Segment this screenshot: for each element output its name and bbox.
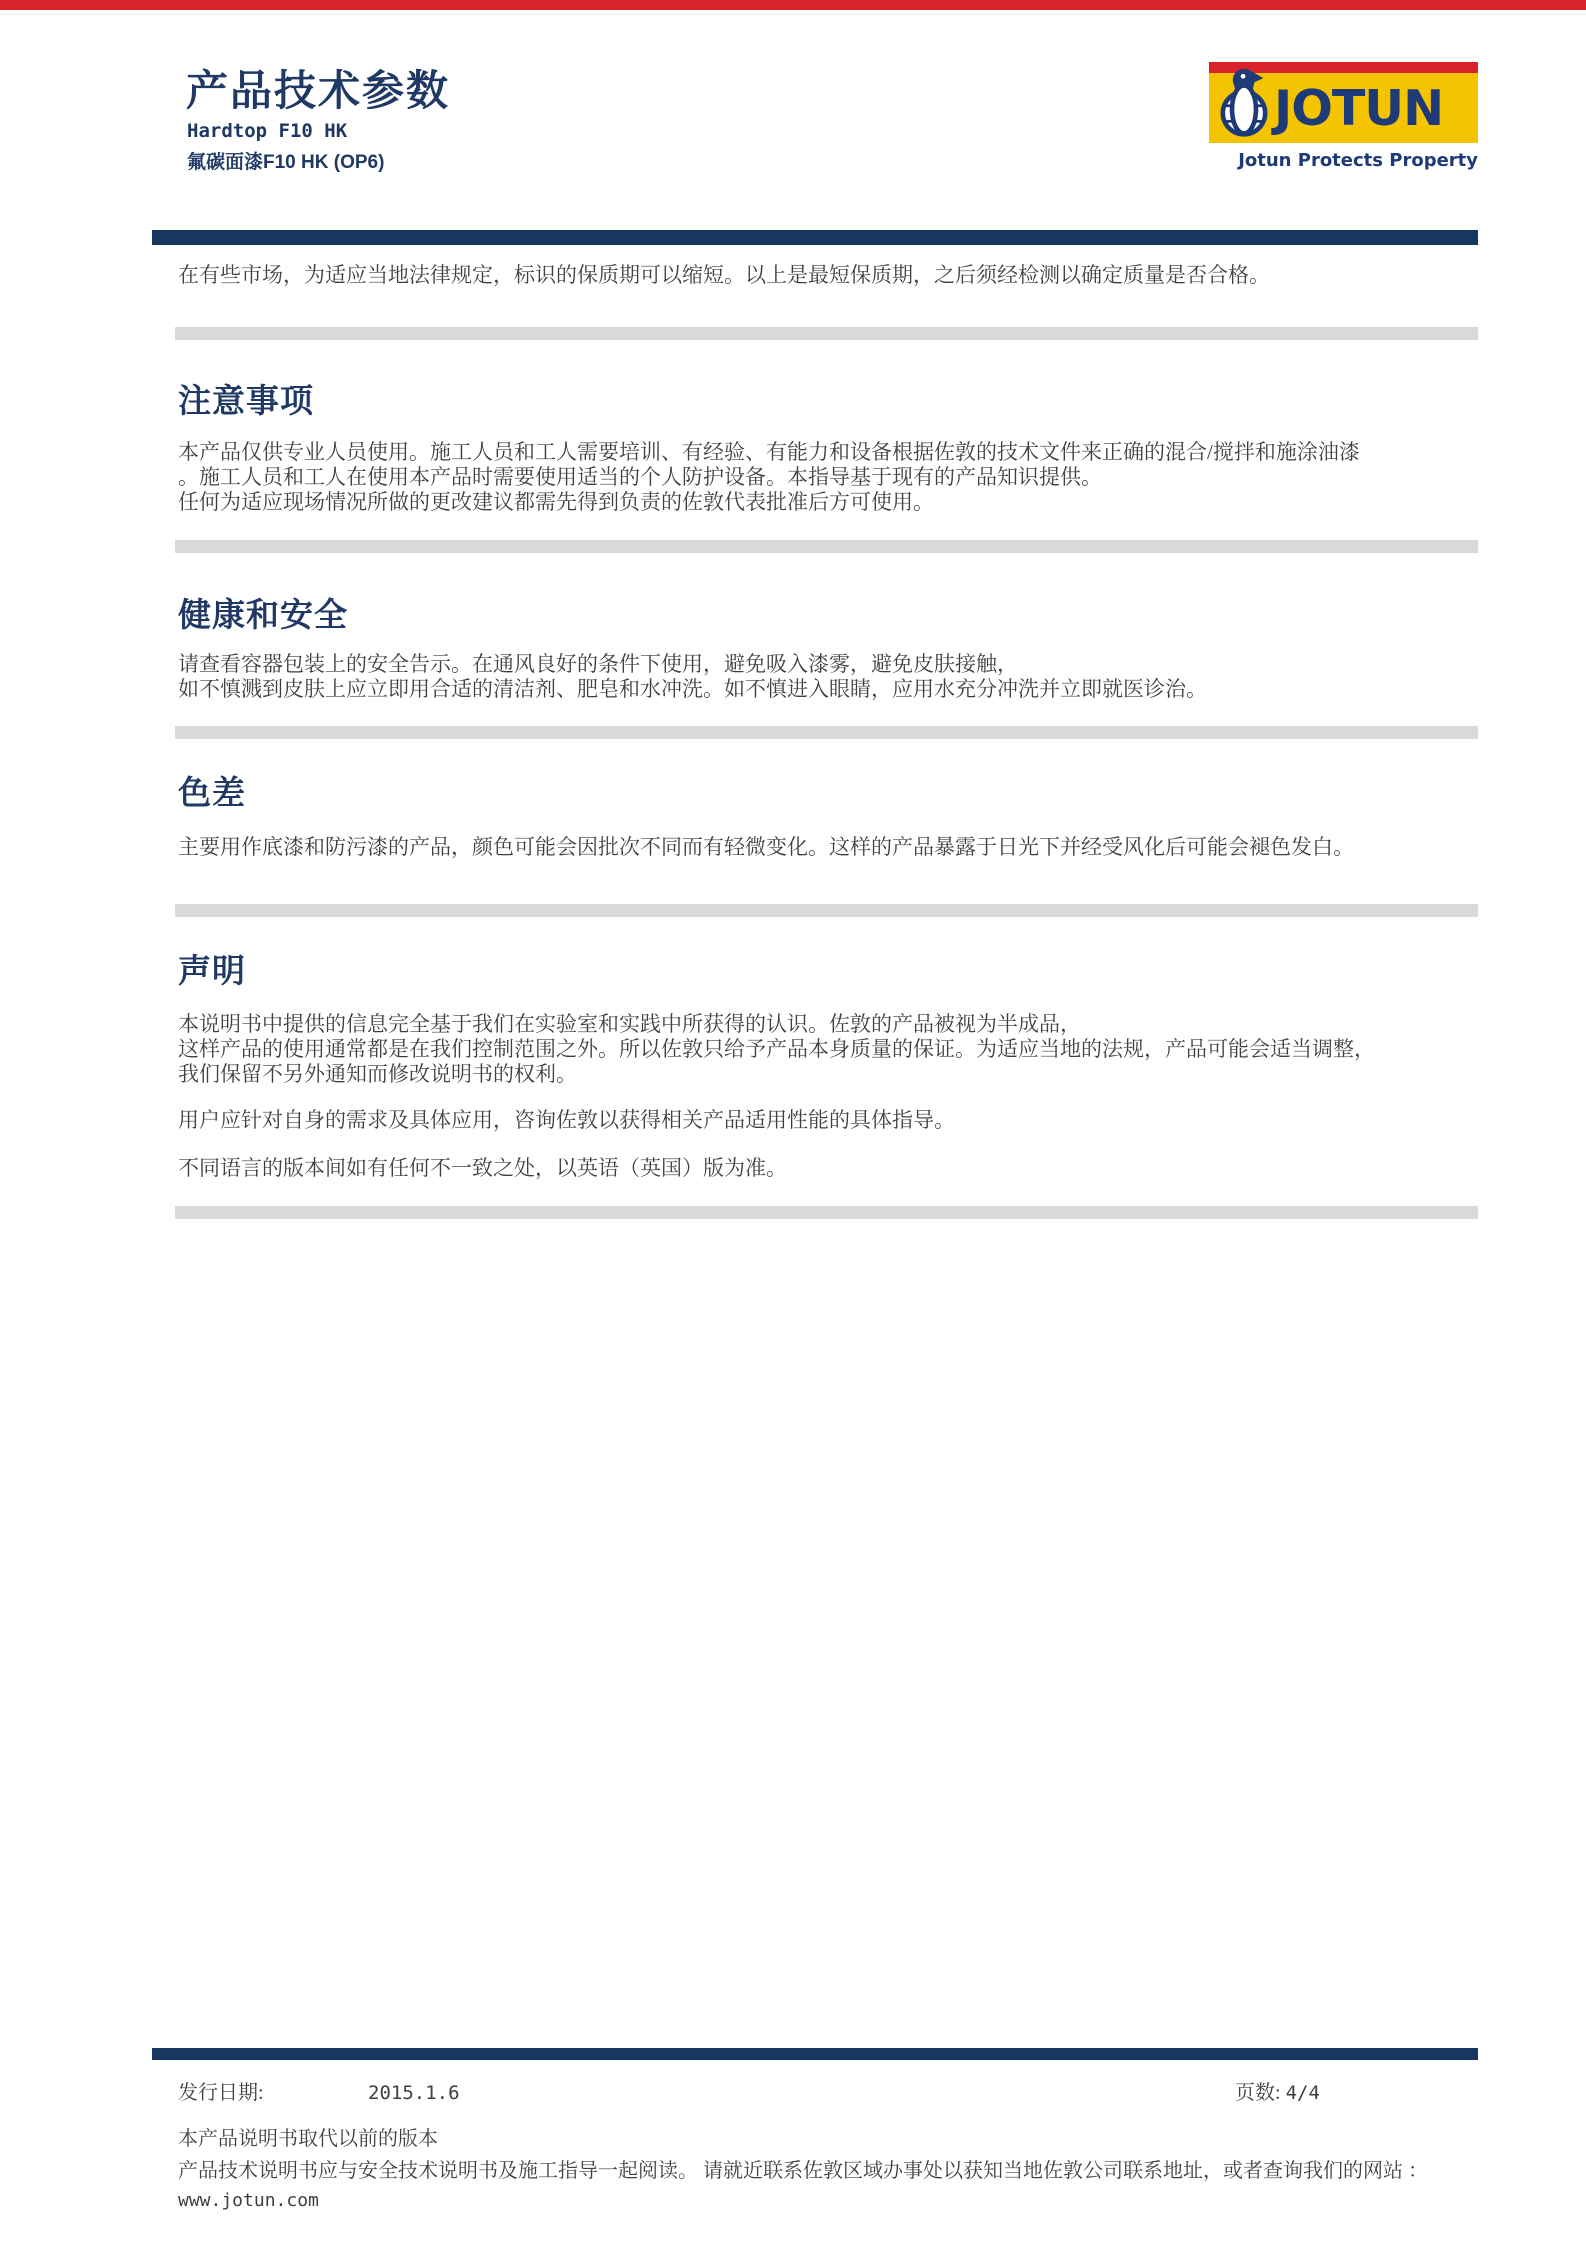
precautions-paragraph	[178, 440, 1360, 515]
section-divider	[175, 540, 1478, 553]
jotun-tagline: Jotun Protects Property	[1238, 150, 1478, 171]
page-count-label: 页数:	[1235, 2082, 1281, 2104]
text-line: 请查看容器包装上的安全告示。在通风良好的条件下使用，避免吸入漆雾，避免皮肤接触，	[178, 652, 1018, 676]
website-url: www.jotun.com	[178, 2190, 319, 2211]
section-title-disclaimer: 声明	[178, 952, 246, 989]
text-line: 主要用作底漆和防污漆的产品，颜色可能会因批次不同而有轻微变化。这样的产品暴露于日光下并经受风化后可能会褪色发白。	[178, 835, 1354, 859]
jotun-wordmark: JOTUN	[1274, 79, 1444, 137]
section-divider	[175, 327, 1478, 340]
section-title-health-safety: 健康和安全	[178, 596, 348, 633]
issue-date-label: 发行日期:	[178, 2082, 264, 2104]
read-with-note: 产品技术说明书应与安全技术说明书及施工指导一起阅读。 请就近联系佐敦区域办事处以获知当地佐敦公司联系地址，或者查询我们的网站 ：	[178, 2160, 1428, 2182]
disclaimer-paragraph-2: 用户应针对自身的需求及具体应用，咨询佐敦以获得相关产品适用性能的具体指导。	[178, 1108, 955, 1132]
page-count-value: 4/4	[1285, 2082, 1320, 2104]
disclaimer-paragraph-3: 不同语言的版本间如有任何不一致之处，以英语（英国）版为准。	[178, 1156, 787, 1180]
page-title: 产品技术参数	[186, 67, 451, 114]
section-title-precautions: 注意事项	[178, 382, 314, 419]
top-red-bar	[0, 0, 1586, 10]
supersede-note: 本产品说明书取代以前的版本	[178, 2128, 438, 2150]
issue-date-value: 2015.1.6	[368, 2082, 460, 2104]
page-count	[1235, 2080, 1320, 2106]
text-line: 本说明书中提供的信息完全基于我们在实验室和实践中所获得的认识。佐敦的产品被视为半成品，	[178, 1012, 1081, 1036]
product-name-english: Hardtop F10 HK	[187, 120, 348, 142]
header-divider-bar	[152, 230, 1478, 245]
text-line: 如不慎溅到皮肤上应立即用合适的清洁剂、肥皂和水冲洗。如不慎进入眼睛，应用水充分冲洗并立即就医诊治。	[178, 677, 1207, 701]
section-title-color-variation: 色差	[178, 774, 246, 811]
health-safety-paragraph	[178, 652, 1207, 702]
penguin-globe-icon	[1218, 68, 1270, 143]
text-line: 。施工人员和工人在使用本产品时需要使用适当的个人防护设备。本指导基于现有的产品知识提供。	[178, 465, 1102, 489]
section-divider	[175, 726, 1478, 739]
text-line: 这样产品的使用通常都是在我们控制范围之外。所以佐敦只给予产品本身质量的保证。为适应当地的法规，产品可能会适当调整，	[178, 1037, 1375, 1061]
product-name-chinese: 氟碳面漆F10 HK (OP6)	[187, 152, 385, 173]
text-line: 本产品仅供专业人员使用。施工人员和工人需要培训、有经验、有能力和设备根据佐敦的技术文件来正确的混合/搅拌和施涂油漆	[178, 440, 1360, 464]
intro-paragraph: 在有些市场，为适应当地法律规定，标识的保质期可以缩短。以上是最短保质期，之后须经检测以确定质量是否合格。	[178, 263, 1270, 287]
section-divider	[175, 904, 1478, 917]
color-variation-paragraph	[178, 835, 1354, 860]
jotun-logo	[1209, 62, 1478, 143]
disclaimer-paragraph-1	[178, 1012, 1375, 1087]
section-divider	[175, 1206, 1478, 1219]
text-line: 任何为适应现场情况所做的更改建议都需先得到负责的佐敦代表批准后方可使用。	[178, 490, 934, 514]
text-line: 我们保留不另外通知而修改说明书的权利。	[178, 1062, 577, 1086]
footer-divider-bar	[152, 2048, 1478, 2060]
